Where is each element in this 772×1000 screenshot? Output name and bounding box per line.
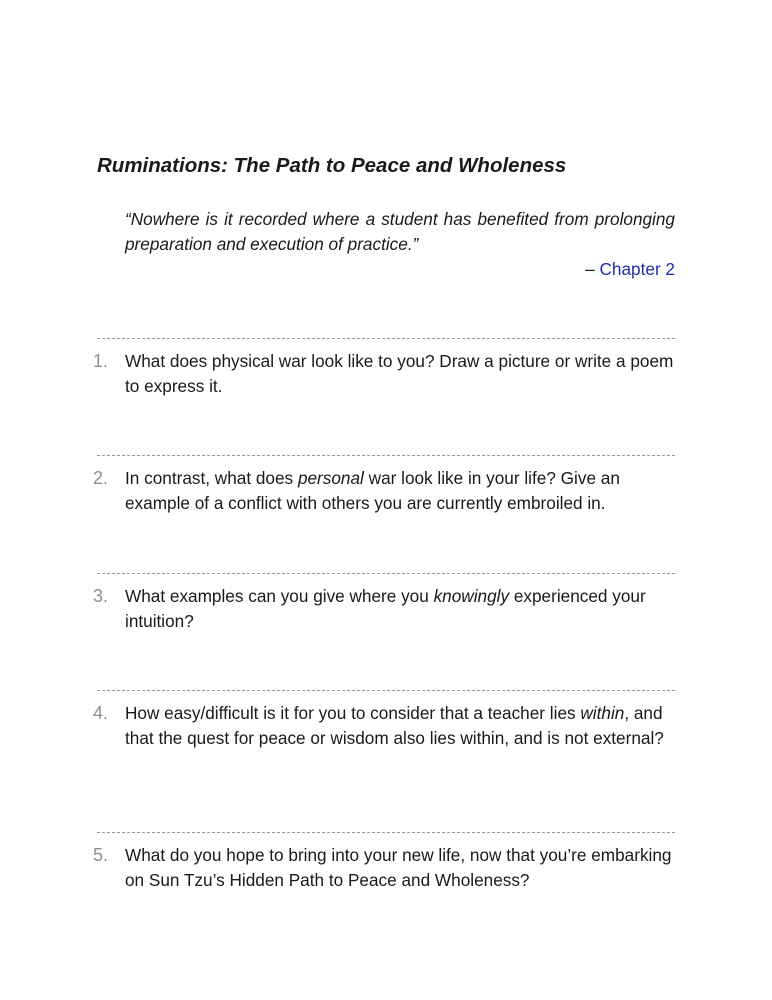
question-item — [93, 843, 675, 893]
question-number: 1. — [93, 351, 109, 371]
emphasis: knowingly — [433, 586, 510, 606]
chapter-link[interactable]: Chapter 2 — [599, 259, 675, 279]
question-number: 5. — [93, 845, 109, 865]
epigraph-quote: “Nowhere is it recorded where a student has benefited from prolonging preparation and execution of practice.” — [125, 209, 675, 254]
question-item — [93, 701, 675, 751]
epigraph-attribution — [585, 257, 675, 282]
question-item — [93, 584, 675, 634]
page-title: Ruminations: The Path to Peace and Wholeness — [97, 154, 567, 177]
question-text: In contrast, what does personal war look like in your life? Give an example of a conflict with others you are currently embroiled in. — [125, 468, 620, 513]
question-text: What examples can you give where you knowingly experienced your intuition? — [125, 586, 646, 631]
question-number: 2. — [93, 468, 109, 488]
emphasis: within — [580, 703, 625, 723]
question-text: What do you hope to bring into your new life, now that you’re embarking on Sun Tzu’s Hidden Path to Peace and Wholeness? — [125, 845, 672, 890]
question-item — [93, 466, 675, 516]
divider — [97, 573, 675, 574]
question-number: 4. — [93, 703, 109, 723]
question-text: What does physical war look like to you? Draw a picture or write a poem to express it. — [125, 351, 674, 396]
divider — [97, 338, 675, 339]
attribution-dash: – — [585, 259, 595, 279]
divider — [97, 455, 675, 456]
question-text: How easy/difficult is it for you to consider that a teacher lies within, and that the quest for peace or wisdom also lies within, and is not external? — [125, 703, 664, 748]
emphasis: personal — [297, 468, 364, 488]
divider — [97, 832, 675, 833]
divider — [97, 690, 675, 691]
question-number: 3. — [93, 586, 109, 606]
question-item — [93, 349, 675, 399]
